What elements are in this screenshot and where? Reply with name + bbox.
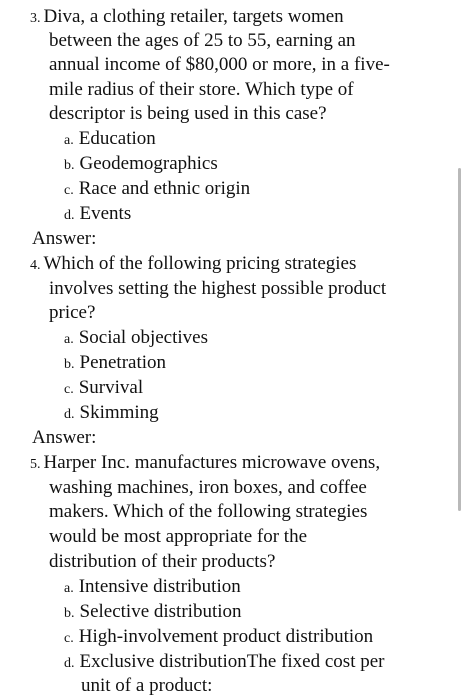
question-5-line-3: makers. Which of the following strategies	[49, 501, 368, 522]
question-5-option-c	[64, 625, 373, 651]
question-3-option-d	[64, 202, 131, 228]
question-5-option-d	[64, 650, 384, 676]
option-text: Selective distribution	[79, 601, 242, 622]
option-letter: d.	[64, 656, 75, 671]
option-text: Geodemographics	[79, 153, 218, 174]
question-5-line-1	[30, 451, 380, 477]
question-3-option-b	[64, 152, 218, 178]
question-4-line-3: price?	[49, 302, 96, 323]
question-4-option-a	[64, 326, 208, 352]
question-text: Diva, a clothing retailer, targets women	[43, 6, 344, 27]
question-3-option-c	[64, 177, 250, 203]
option-text: Events	[79, 203, 132, 224]
question-4-answer-label: Answer:	[32, 427, 97, 448]
question-4-option-b	[64, 351, 166, 377]
option-text: Intensive distribution	[78, 576, 241, 597]
option-letter: c.	[64, 631, 74, 646]
question-text: Which of the following pricing strategies	[43, 253, 357, 274]
option-letter: a.	[64, 581, 74, 596]
question-4-option-d	[64, 401, 159, 427]
question-3-line-4: mile radius of their store. Which type of	[49, 79, 354, 100]
option-text: Race and ethnic origin	[78, 178, 251, 199]
question-3-line-5: descriptor is being used in this case?	[49, 103, 327, 124]
vertical-scrollbar[interactable]	[458, 168, 461, 511]
option-text: Skimming	[79, 402, 159, 423]
option-text: Penetration	[79, 352, 167, 373]
option-letter: a.	[64, 332, 74, 347]
question-5-option-b	[64, 600, 242, 626]
option-letter: b.	[64, 606, 75, 621]
option-letter: d.	[64, 208, 75, 223]
question-number: 4.	[30, 258, 41, 273]
question-4-option-c	[64, 376, 143, 402]
option-text: Social objectives	[78, 327, 208, 348]
option-letter: c.	[64, 382, 74, 397]
question-number: 3.	[30, 11, 41, 26]
question-5-line-5: distribution of their products?	[49, 551, 276, 572]
option-letter: a.	[64, 133, 74, 148]
question-3-answer-label: Answer:	[32, 228, 97, 249]
option-text: Education	[78, 128, 156, 149]
option-text: Exclusive distributionThe fixed cost per	[79, 651, 385, 672]
question-3-line-3: annual income of $80,000 or more, in a five-	[49, 54, 390, 75]
question-3-line-2: between the ages of 25 to 55, earning an	[49, 30, 356, 51]
question-5-option-d-continuation: unit of a product:	[81, 675, 213, 696]
question-5-option-a	[64, 575, 241, 601]
question-4-line-1	[30, 252, 356, 278]
option-text: Survival	[78, 377, 144, 398]
question-5-line-2: washing machines, iron boxes, and coffee	[49, 477, 367, 498]
option-text: High-involvement product distribution	[78, 626, 374, 647]
question-number: 5.	[30, 457, 41, 472]
option-letter: d.	[64, 407, 75, 422]
option-letter: b.	[64, 158, 75, 173]
question-5-line-4: would be most appropriate for the	[49, 526, 308, 547]
option-letter: c.	[64, 183, 74, 198]
question-3-option-a	[64, 127, 156, 153]
question-text: Harper Inc. manufactures microwave ovens,	[43, 452, 381, 473]
question-4-line-2: involves setting the highest possible product	[49, 278, 387, 299]
option-letter: b.	[64, 357, 75, 372]
question-3-line-1	[30, 5, 344, 31]
